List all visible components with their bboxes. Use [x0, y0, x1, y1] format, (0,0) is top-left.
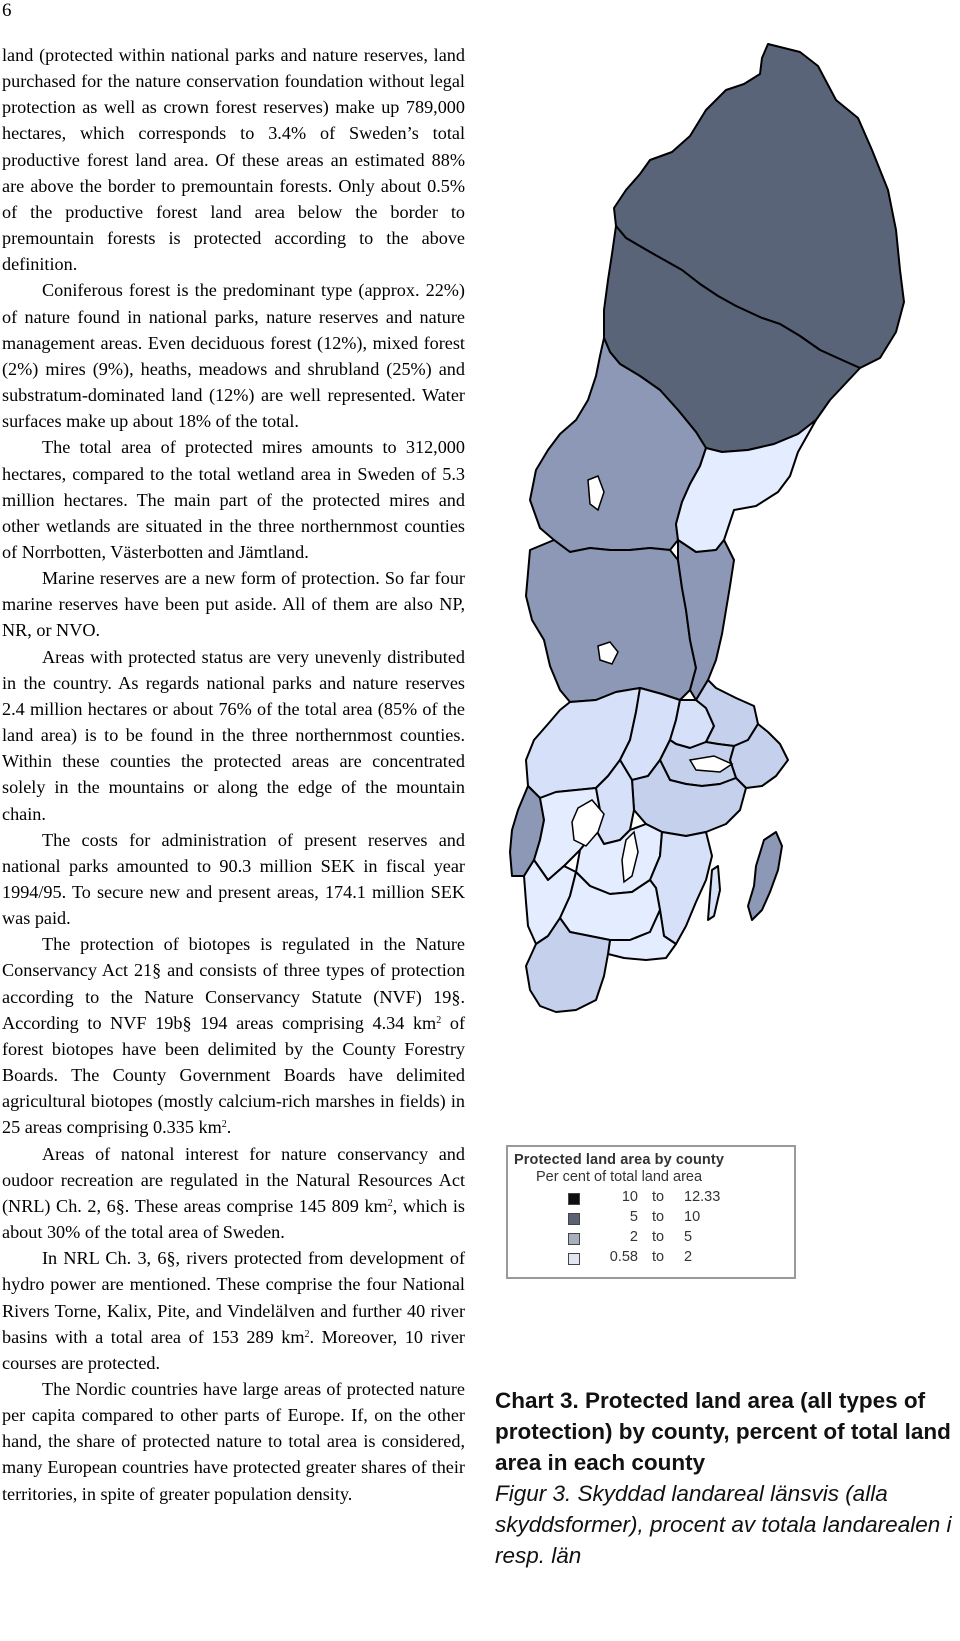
page-number: 6: [2, 0, 12, 21]
sweden-county-map: [500, 40, 960, 1120]
text-run: . Moreover, 10 river courses are protected.: [2, 1326, 465, 1373]
legend-swatch: [568, 1253, 580, 1265]
paragraph: [2, 1141, 465, 1246]
paragraph: Marine reserves are a new form of protection. So far four marine reserves have been put aside. All of them are also NP, NR, or NVO.: [2, 568, 465, 641]
text-run: In NRL Ch. 3, 6§, rivers protected from development of hydro power are mentioned. These comprise the four National Rivers Torne, Kalix, Pite, and Vindelälven and further 40 river basins with a total area of 153 289 km: [2, 1248, 465, 1347]
superscript: 2: [387, 1197, 393, 1209]
text-run: The protection of biotopes is regulated in the Nature Conservancy Act 21§ and consists of three types of protection according to the Nature Conservancy Statute (NVF) 19§. According to NVF 19b§ 194 areas comprising 4.34 km: [2, 934, 465, 1033]
legend-to: to: [652, 1209, 665, 1225]
paragraph: The total area of protected mires amounts to 312,000 hectares, compared to the total wetland area in Sweden of 5.3 million hectares. The main part of the protected mires and other wetlands are situated in the three northernmost counties of Norrbotten, Västerbotten and Jämtland.: [2, 437, 465, 562]
paragraph: land (protected within national parks and nature reserves, land purchased for the nature conservation foundation without legal protection as well as crown forest reserves) make up 789,000 hectares, which corresponds to 3.4% of Sweden’s total productive forest land area. Of these areas an estimated 88% are above the border to premountain forests. Only about 0.5% of the productive forest land area below the border to premountain forests is protected according to the above definition.: [2, 45, 465, 275]
superscript: 2: [304, 1328, 310, 1340]
text-run: of forest biotopes have been delimited by the County Forestry Boards. The County Government Boards have delimited agricultural biotopes (mostly calcium-rich marshes in fields) in 25 areas comprising 0.335 km: [2, 1012, 465, 1138]
legend-upper: 2: [684, 1249, 693, 1265]
legend-lower: 0.58: [609, 1249, 638, 1265]
legend-subtitle: Per cent of total land area: [536, 1169, 703, 1185]
paragraph: [2, 931, 465, 1140]
map-legend: [506, 1145, 796, 1279]
legend-to: to: [652, 1249, 665, 1265]
county-oland: [708, 866, 720, 920]
legend-upper: 10: [684, 1209, 701, 1225]
superscript: 2: [221, 1119, 227, 1131]
figure-caption: [495, 1385, 955, 1571]
legend-to: to: [652, 1229, 665, 1245]
caption-swedish: Figur 3. Skyddad landareal länsvis (alla skyddsformer), procent av totala landarealen i resp. län: [495, 1481, 952, 1568]
paragraph: [2, 1245, 465, 1376]
county-dalarna: [526, 540, 696, 702]
text-run: Areas of natonal interest for nature conservancy and oudoor recreation are regulated in the Natural Resources Act (NRL) Ch. 2, 6§. These areas comprise 145 809 km: [2, 1143, 465, 1216]
text-run: .: [226, 1117, 232, 1138]
body-text: [2, 42, 465, 1507]
text-run: , which is about 30% of the total area of Sweden.: [2, 1195, 465, 1243]
legend-to: to: [652, 1189, 665, 1205]
county-gotland: [748, 832, 782, 920]
caption-english: Chart 3. Protected land area (all types of protection) by county, percent of total land area in each county: [495, 1388, 951, 1475]
legend-swatch: [568, 1233, 580, 1245]
legend-swatch: [568, 1213, 580, 1225]
legend-upper: 5: [684, 1229, 693, 1245]
paragraph: The Nordic countries have large areas of protected nature per capita compared to other parts of Europe. If, on the other hand, the share of protected nature to total area is considered, many European countries have protected greater shares of their territories, in spite of greater population density.: [2, 1378, 465, 1504]
legend-lower: 2: [629, 1229, 638, 1245]
paragraph: The costs for administration of present reserves and national parks amounted to 90.3 million SEK in fiscal year 1994/95. To secure new and present areas, 174.1 million SEK was paid.: [2, 829, 465, 929]
legend-swatch: [568, 1193, 580, 1205]
legend-upper: 12.33: [684, 1189, 721, 1205]
paragraph: Coniferous forest is the predominant type (approx. 22%) of nature found in national parks, nature reserves and nature management areas. Even deciduous forest (12%), mixed forest (2%) mires (9%), heaths, meadows and shrubland (25%) and substratum-dominated land (12%) are well represented. Water surfaces make up about 18% of the total.: [2, 280, 465, 432]
legend-lower: 10: [621, 1189, 638, 1205]
legend-lower: 5: [629, 1209, 638, 1225]
superscript: 2: [436, 1014, 442, 1026]
legend-title: Protected land area by county: [514, 1152, 724, 1168]
paragraph: Areas with protected status are very unevenly distributed in the country. As regards national parks and nature reserves 2.4 million hectares or about 76% of the total area (85% of the land area) is to be found in the three northernmost counties. Within these counties the protected areas are concentrated solely in the mountains or along the edge of the mountain chain.: [2, 646, 465, 824]
